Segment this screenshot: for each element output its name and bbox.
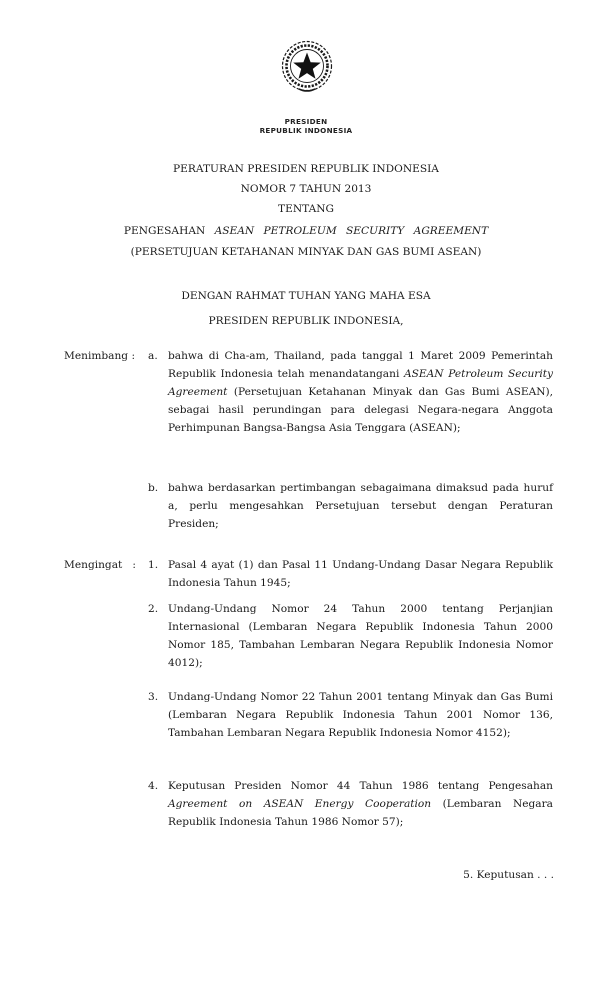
mengingat-3-text: Undang-Undang Nomor 22 Tahun 2001 tentang Minyak dan Gas Bumi (Lembaran Negara Republik Indonesia Tahun 2001 Nomor 136, Tambahan Lembaran Negara Republik Indonesia Nomor 4152); [168, 691, 553, 740]
invocation: DENGAN RAHMAT TUHAN YANG MAHA ESA [181, 290, 431, 302]
regulation-about: TENTANG [278, 203, 334, 215]
mengingat-1-text: Pasal 4 ayat (1) dan Pasal 11 Undang-Undang Dasar Negara Republik Indonesia Tahun 1945; [168, 559, 553, 590]
mengingat-4-text: Keputusan Presiden Nomor 44 Tahun 1986 tentang Pengesahan Agreement on ASEAN Energy Cooperation (Lembaran Negara Republik Indonesia Tahun 1986 Nomor 57); [168, 780, 553, 829]
regulation-subject-translation: (PERSETUJUAN KETAHANAN MINYAK DAN GAS BUMI ASEAN) [130, 246, 482, 258]
page-continuation: 5. Keputusan . . . [463, 869, 554, 881]
mengingat-label: Mengingat : [64, 559, 136, 571]
president-heading: PRESIDEN REPUBLIK INDONESIA, [208, 315, 404, 327]
menimbang-b-text: bahwa berdasarkan pertimbangan sebagaimana dimaksud pada huruf a, perlu mengesahkan Persetujuan tersebut dengan Peraturan Presiden; [168, 482, 553, 531]
mengingat-2-text: Undang-Undang Nomor 24 Tahun 2000 tentang Perjanjian Internasional (Lembaran Negara Republik Indonesia Tahun 2000 Nomor 185, Tambahan Lembaran Negara Republik Indonesia Nomor 4012); [168, 603, 553, 670]
menimbang-label: Menimbang : [64, 350, 136, 362]
regulation-title: PERATURAN PRESIDEN REPUBLIK INDONESIA [173, 163, 439, 175]
menimbang-a-text: bahwa di Cha-am, Thailand, pada tanggal 1 Maret 2009 Pemerintah Republik Indonesia telah menandatangani ASEAN Petroleum Security Agreement (Persetujuan Ketahanan Minyak dan Gas Bumi ASEAN), sebagai hasil perundingan para delegasi Negara-negara Anggota Perhimpunan Bangsa-Bangsa Asia Tenggara (ASEAN); [168, 350, 554, 435]
state-emblem-icon [279, 38, 335, 94]
emblem-caption-line1: PRESIDEN [284, 117, 328, 126]
regulation-subject: PENGESAHAN ASEAN PETROLEUM SECURITY AGREEMENT [123, 225, 489, 237]
emblem-caption-line2: REPUBLIK INDONESIA [259, 126, 353, 135]
mengingat-3-marker: 3. [148, 691, 159, 703]
regulation-number: NOMOR 7 TAHUN 2013 [240, 183, 372, 195]
mengingat-4-marker: 4. [148, 780, 159, 792]
menimbang-a-marker: a. [148, 350, 158, 362]
mengingat-2-marker: 2. [148, 603, 159, 615]
mengingat-1-marker: 1. [148, 559, 159, 571]
menimbang-b-marker: b. [148, 482, 159, 494]
